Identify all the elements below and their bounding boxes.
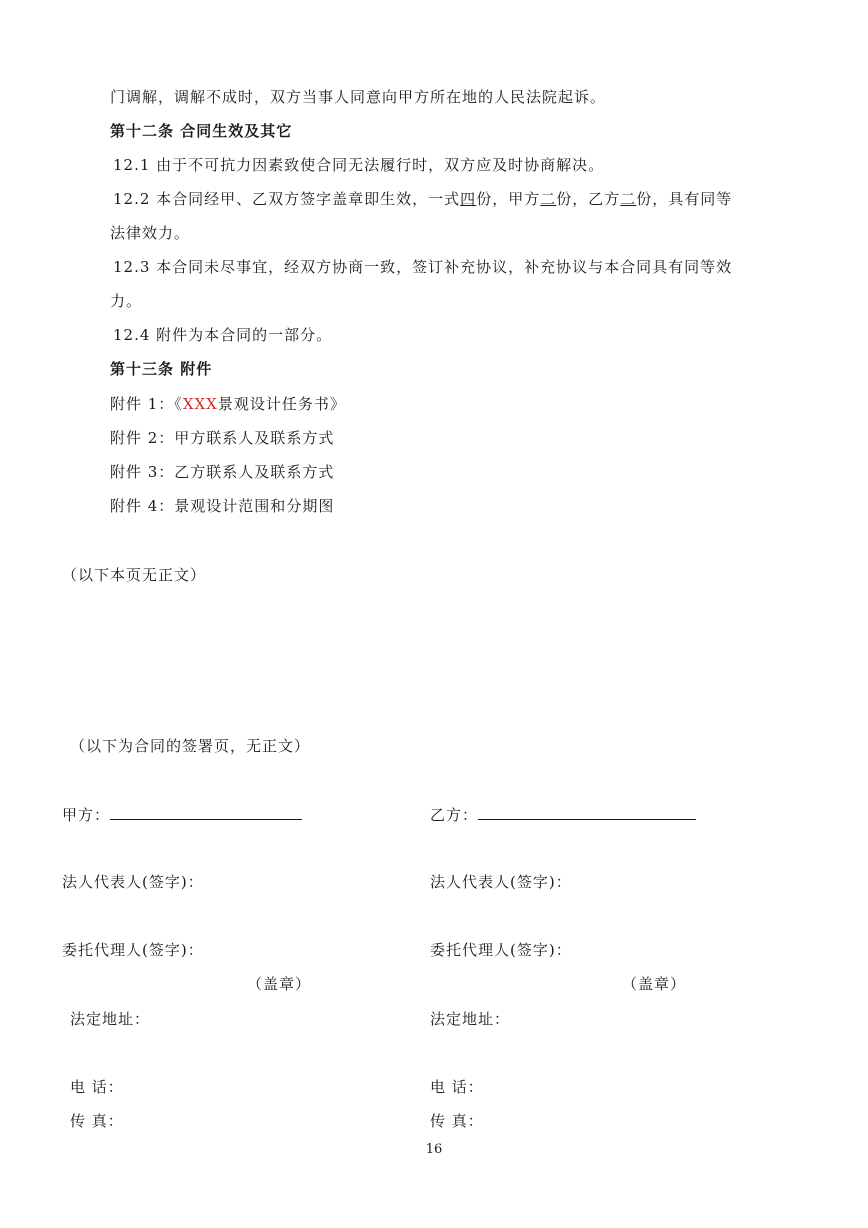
attachment-1-placeholder: XXX [182,395,218,413]
party-b-fax: 传 真： [430,1112,484,1130]
signature-page-note: （以下为合同的签署页，无正文） [70,737,311,755]
attachment-2: 附件 2：甲方联系人及联系方式 [110,429,335,447]
attachment-1 [110,393,346,414]
party-b-seal: （盖章） [622,975,687,993]
body-line-1: 门调解，调解不成时，双方当事人同意向甲方所在地的人民法院起诉。 [110,88,607,106]
copies-party-b: 二 [620,190,637,208]
attachment-1-suffix: 景观设计任务书》 [217,395,346,413]
party-a-label: 甲方： [62,806,111,824]
no-text-note: （以下本页无正文） [62,566,207,584]
clause-12-2-continued: 法律效力。 [110,224,191,242]
party-b-blank[interactable] [478,805,696,820]
party-b-legal-rep: 法人代表人(签字)： [430,873,572,891]
party-b-field[interactable] [430,804,696,825]
party-a-blank[interactable] [110,805,302,820]
page-number: 16 [425,1142,443,1157]
clause-12-3-continued: 力。 [110,292,143,310]
party-a-phone: 电 话： [70,1078,124,1096]
clause-12-4: 12.4 附件为本合同的一部分。 [113,326,333,344]
clause-12-2-text-a: 12.2 本合同经甲、乙双方签字盖章即生效，一式 [113,190,461,208]
clause-12-2 [113,188,732,209]
copies-total: 四 [460,190,477,208]
copies-party-a: 二 [540,190,557,208]
article-13-title: 第十三条 附件 [110,360,213,378]
attachment-4: 附件 4：景观设计范围和分期图 [110,497,335,515]
party-a-legal-rep: 法人代表人(签字)： [62,873,204,891]
clause-12-2-text-d: 份，具有同等 [636,190,733,208]
party-b-phone: 电 话： [430,1078,484,1096]
party-b-address: 法定地址： [430,1010,511,1028]
party-a-agent: 委托代理人(签字)： [62,941,204,959]
party-a-address: 法定地址： [70,1010,151,1028]
clause-12-2-text-c: 份，乙方 [556,190,621,208]
clause-12-1: 12.1 由于不可抗力因素致使合同无法履行时，双方应及时协商解决。 [113,156,605,174]
attachment-1-prefix: 附件 1：《 [110,395,183,413]
clause-12-2-text-b: 份，甲方 [476,190,541,208]
party-a-seal: （盖章） [247,975,312,993]
attachment-3: 附件 3：乙方联系人及联系方式 [110,463,335,481]
article-12-title: 第十二条 合同生效及其它 [110,122,293,140]
party-b-agent: 委托代理人(签字)： [430,941,572,959]
party-a-fax: 传 真： [70,1112,124,1130]
party-a-field[interactable] [62,804,302,825]
clause-12-3: 12.3 本合同未尽事宜，经双方协商一致，签订补充协议，补充协议与本合同具有同等效 [113,258,733,276]
party-b-label: 乙方： [430,806,479,824]
